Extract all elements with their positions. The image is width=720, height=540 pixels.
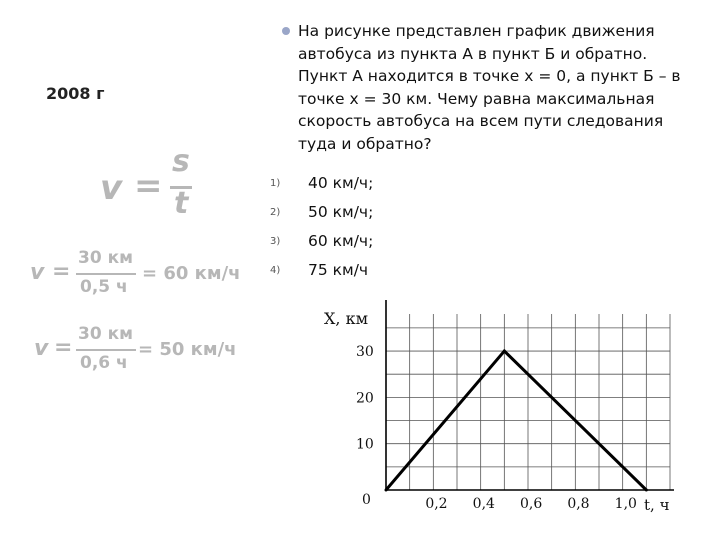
speed-calculation-2 bbox=[34, 322, 254, 382]
motion-graph bbox=[320, 292, 676, 518]
speed-calculation-1 bbox=[30, 246, 260, 306]
option-text: 50 км/ч; bbox=[308, 203, 374, 221]
calc-2-lhs: v bbox=[34, 336, 49, 361]
motion-graph-svg bbox=[320, 292, 676, 518]
trip-point bbox=[385, 489, 388, 492]
option-text: 75 км/ч bbox=[308, 261, 369, 279]
calc-2-result: = 50 км/ч bbox=[138, 339, 237, 360]
trip-point bbox=[645, 489, 648, 492]
calc-1-denominator: 0,5 ч bbox=[80, 277, 128, 297]
x-tick-label: 0,6 bbox=[520, 496, 543, 512]
question-text: На рисунке представлен график движения автобуса из пункта А в пункт Б и обратно. Пункт А находится в точке x = 0, а пункт Б – в точке x = 30 км. Чему равна максимальная скорость автобуса на всем пути следования туда и обратно? bbox=[298, 22, 681, 153]
option-number: 2) bbox=[270, 207, 281, 218]
x-tick-label: 1,0 bbox=[614, 496, 637, 512]
calc-1-equals: = bbox=[52, 259, 71, 284]
option-number: 4) bbox=[270, 265, 281, 276]
option-number: 1) bbox=[270, 178, 281, 189]
formula-lhs: v bbox=[100, 168, 123, 208]
origin-label: 0 bbox=[362, 492, 371, 508]
calc-2-denominator: 0,6 ч bbox=[80, 353, 128, 373]
x-axis-label: t, ч bbox=[644, 496, 670, 514]
y-axis-label: X, км bbox=[324, 309, 369, 328]
calc-1-fraction-bar bbox=[76, 273, 136, 275]
x-tick-label: 0,2 bbox=[425, 496, 448, 512]
option-text: 60 км/ч; bbox=[308, 232, 374, 250]
calc-2-numerator: 30 км bbox=[78, 324, 134, 344]
option-text: 40 км/ч; bbox=[308, 174, 374, 192]
formula-numerator: s bbox=[172, 144, 190, 179]
calc-2-equals: = bbox=[54, 335, 73, 360]
speed-formula bbox=[96, 146, 206, 230]
formula-equals: = bbox=[134, 166, 163, 206]
year-label: 2008 г bbox=[46, 84, 105, 103]
trip-point bbox=[503, 350, 506, 353]
question-block bbox=[276, 20, 696, 155]
y-tick-label: 10 bbox=[356, 436, 374, 453]
x-tick-label: 0,8 bbox=[567, 496, 590, 512]
calc-1-result: = 60 км/ч bbox=[142, 263, 241, 284]
formula-denominator: t bbox=[174, 186, 189, 221]
x-tick-label: 0,4 bbox=[472, 496, 495, 512]
y-tick-label: 20 bbox=[356, 390, 374, 407]
bullet-icon bbox=[282, 27, 290, 35]
calc-2-fraction-bar bbox=[76, 349, 136, 351]
calc-1-lhs: v bbox=[30, 260, 45, 285]
option-number: 3) bbox=[270, 236, 281, 247]
y-tick-label: 30 bbox=[356, 344, 374, 361]
calc-1-numerator: 30 км bbox=[78, 248, 134, 268]
